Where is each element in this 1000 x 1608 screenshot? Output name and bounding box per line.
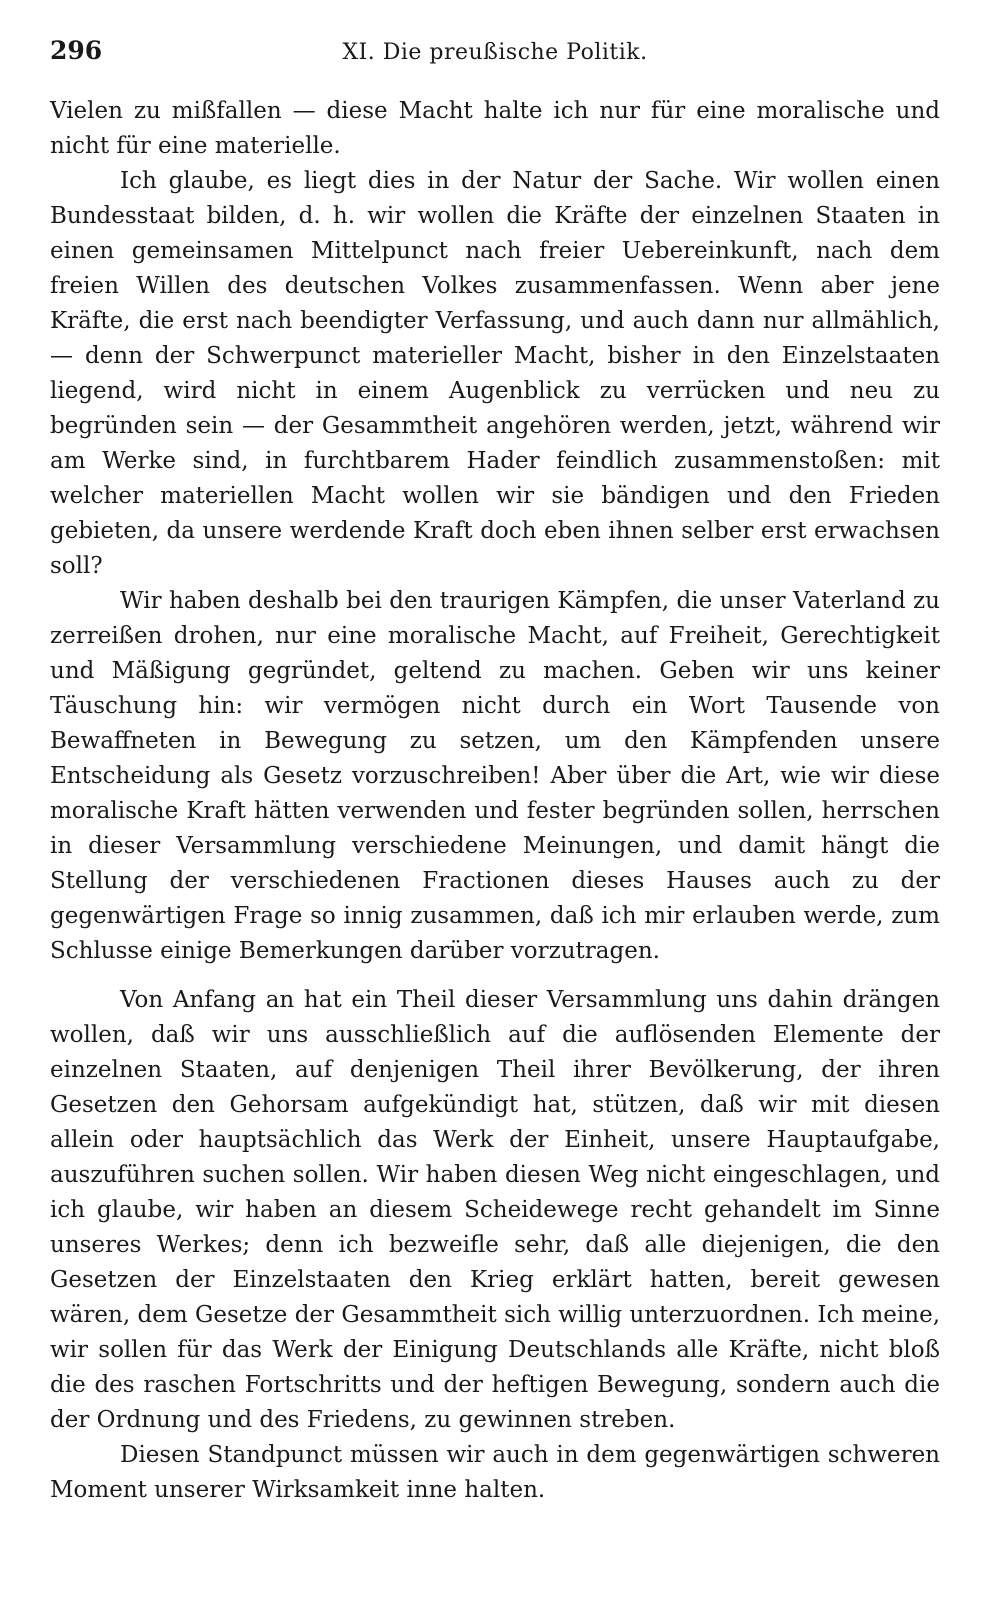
running-title: XI. Die preußische Politik.: [342, 40, 648, 65]
page-number: 296: [50, 36, 103, 65]
paragraph: Wir haben deshalb bei den traurigen Kämpfen, die unser Vaterland zu zerreißen drohen, nur eine moralische Macht, auf Freiheit, Gerechtigkeit und Mäßigung gegründet, geltend zu machen. Geben wir uns keiner Täuschung hin: wir vermögen nicht durch ein Wort Tausende von Bewaffneten in Bewegung zu setzen, um den Kämpfenden unsere Entscheidung als Gesetz vorzuschreiben! Aber über die Art, wie wir diese moralische Kraft hätten verwenden und fester begründen sollen, herrschen in dieser Versammlung verschiedene Meinungen, und damit hängt die Stellung der verschiedenen Fractionen dieses Hauses auch zu der gegenwärtigen Frage so innig zusammen, daß ich mir erlauben werde, zum Schlusse einige Bemerkungen darüber vorzutragen.: [50, 588, 940, 964]
paragraph: Vielen zu mißfallen — diese Macht halte ich nur für eine moralische und nicht für eine materielle.: [50, 98, 940, 159]
body-text: [50, 94, 940, 1508]
paragraph: Ich glaube, es liegt dies in der Natur der Sache. Wir wollen einen Bundesstaat bilden, d. h. wir wollen die Kräfte der einzelnen Staaten in einen gemeinsamen Mittelpunct nach freier Uebereinkunft, nach dem freien Willen des deutschen Volkes zusammenfassen. Wenn aber jene Kräfte, die erst nach beendigter Verfassung, und auch dann nur allmählich, — denn der Schwerpunct materieller Macht, bisher in den Einzelstaaten liegend, wird nicht in einem Augenblick zu verrücken und neu zu begründen sein — der Gesammtheit angehören werden, jetzt, während wir am Werke sind, in furchtbarem Hader feindlich zusammenstoßen: mit welcher materiellen Macht wollen wir sie bändigen und den Frieden gebieten, da unsere werdende Kraft doch eben ihnen selber erst erwachsen soll?: [50, 168, 940, 579]
paragraph: Diesen Standpunct müssen wir auch in dem gegenwärtigen schweren Moment unserer Wirksamkeit inne halten.: [50, 1442, 940, 1503]
paragraph: Von Anfang an hat ein Theil dieser Versammlung uns dahin drängen wollen, daß wir uns ausschließlich auf die auflösenden Elemente der einzelnen Staaten, auf denjenigen Theil ihrer Bevölkerung, der ihren Gesetzen den Gehorsam aufgekündigt hat, stützen, daß wir mit diesen allein oder hauptsächlich das Werk der Einheit, unsere Hauptaufgabe, auszuführen suchen sollen. Wir haben diesen Weg nicht eingeschlagen, und ich glaube, wir haben an diesem Scheidewege recht gehandelt im Sinne unseres Werkes; denn ich bezweifle sehr, daß alle diejenigen, die den Gesetzen der Einzelstaaten den Krieg erklärt hatten, bereit gewesen wären, dem Gesetze der Gesammtheit sich willig unterzuordnen. Ich meine, wir sollen für das Werk der Einigung Deutschlands alle Kräfte, nicht bloß die des raschen Fortschritts und der heftigen Bewegung, sondern auch die der Ordnung und des Friedens, zu gewinnen streben.: [50, 987, 940, 1433]
running-head: [50, 36, 940, 84]
